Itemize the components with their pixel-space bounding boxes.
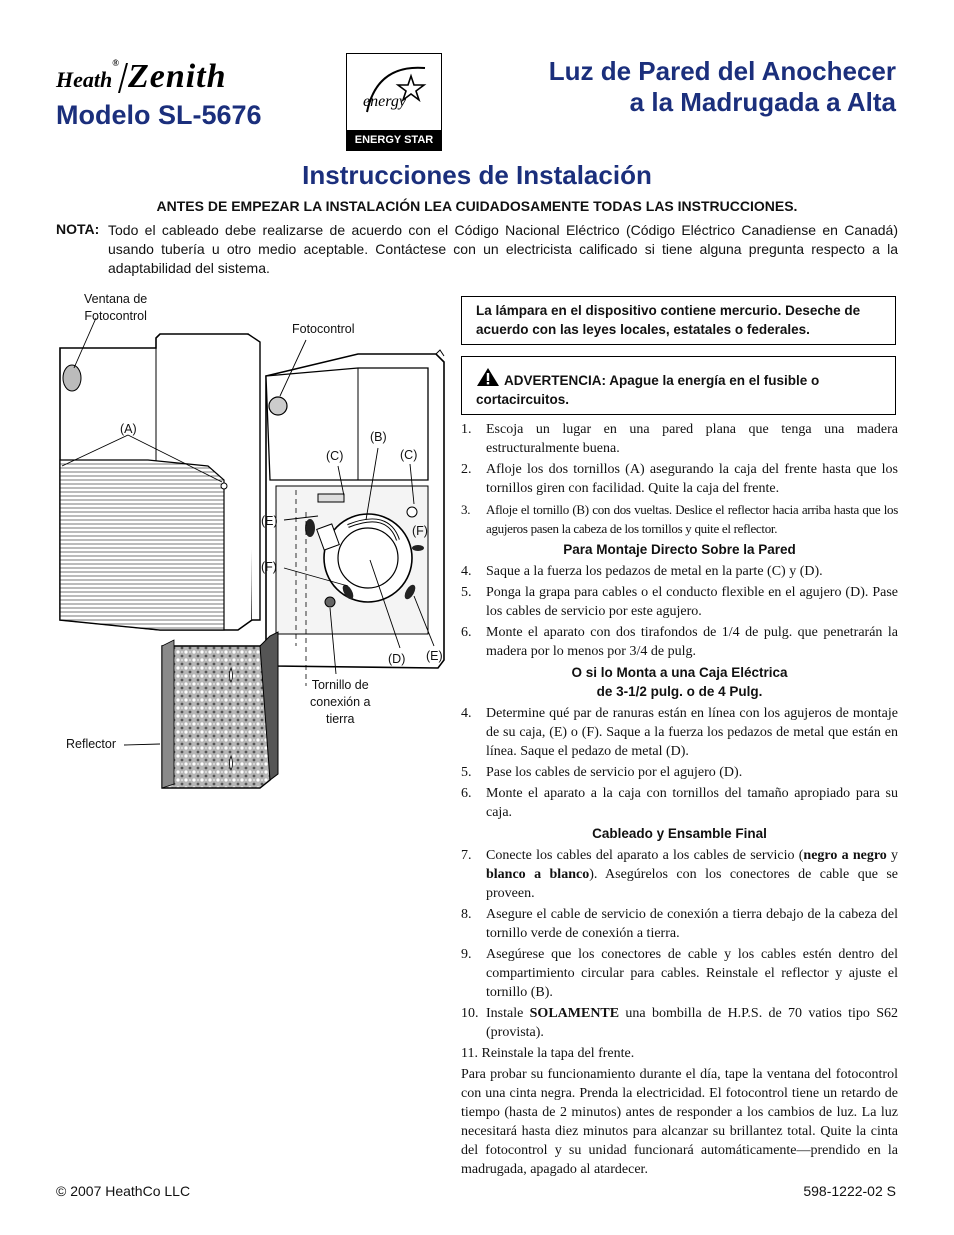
brand-reg: ®: [112, 58, 119, 68]
section-box-mount: O si lo Monta a una Caja Eléctrica de 3-1/2 pulg. o de 4 Pulg.: [571, 665, 788, 699]
label-c-right: (C): [400, 448, 418, 462]
page-title: Instrucciones de Instalación: [302, 160, 652, 190]
label-reflector: Reflector: [66, 737, 117, 751]
label-b: (B): [370, 430, 387, 444]
product-title-line2: a la Madrugada a Alta: [629, 87, 896, 117]
step-10: 10. Instale SOLAMENTE una bombilla de H.P.S. de 70 vatios tipo S62 (provista).: [461, 1006, 898, 1040]
energy-star-script: energy: [363, 93, 406, 110]
model-number: Modelo SL-5676: [56, 100, 262, 130]
step-11: 11. Reinstale la tapa del frente.: [461, 1046, 635, 1061]
brand-zenith: Zenith: [127, 58, 227, 95]
label-photocontrol: Fotocontrol: [292, 322, 355, 336]
label-e-bottom: (E): [426, 649, 443, 663]
warning-text: ADVERTENCIA: Apague la energía en el fusible o cortacircuitos.: [476, 373, 820, 407]
warning-notice: [461, 356, 896, 415]
brand-divider: [118, 63, 128, 93]
warning-triangle-icon: [476, 367, 500, 387]
section-final-wiring: Cableado y Ensamble Final: [592, 826, 767, 841]
label-ground-screw: Tornillo de conexión a tierra: [310, 678, 371, 726]
label-f-left: (F): [261, 560, 277, 574]
label-c-left: (C): [326, 449, 344, 463]
step-1: 1. Escoja un lugar en una pared plana que tenga una madera estructuralmente buena.: [461, 422, 898, 456]
step-3: 3. Afloje el tornillo (B) con dos vueltas. Deslice el reflector hacia arriba hasta que los agujeros pasen la cabeza de los tornillos y quite el reflector.: [461, 502, 898, 536]
nota-text: Todo el cableado debe realizarse de acuerdo con el Código Nacional Eléctrico (Código Eléctrico Canadiense en Canadá) usando tubería u otro medio aceptable. Contáctese con un electricista calificado si tiene alguna pregunta respecto a la adaptabilidad del sistema.: [108, 222, 898, 276]
energy-star-icon: [347, 54, 441, 130]
step-box-4: 4. Determine qué par de ranuras están en línea con los agujeros de montaje de su caja, (E) o (F). Saque a la fuerza los pedazos de metal que están en línea. Saque el pedazo de metal (D).: [461, 706, 898, 759]
part-number: 598-1222-02 S: [803, 1183, 896, 1199]
step-direct-6: 6. Monte el aparato con dos tirafondos de 1/4 de pulg. que penetrarán la madera por lo menos por 3/4 de pulg.: [461, 625, 898, 659]
step-box-6: 6. Monte el aparato a la caja con tornillos del tamaño apropiado para su caja.: [461, 786, 898, 820]
nota-label: NOTA:: [56, 221, 100, 237]
step-9: 9. Asegúrese que los conectores de cable y los cables estén dentro del compartimiento circular para cables. Reinstale el reflector y ajuste el tornillo (B).: [461, 947, 898, 1000]
energy-star-logo: [346, 53, 442, 151]
label-f-right: (F): [412, 524, 428, 538]
label-photocontrol-window: Ventana de Fotocontrol: [84, 292, 148, 323]
fixture-illustration: [48, 290, 458, 800]
closing-paragraph: Para probar su funcionamiento durante el día, tape la ventana del fotocontrol con una cinta negra. Prenda la electricidad. El fotocontrol tiene un retardo de tiempo (hasta de 2 minutos) antes de responder a los cambios de luz. La luz necesitará hasta diez minutos para alcanzar su brillantez total. Quite la cinta del fotocontrol y su unidad funcionará automáticamente—prendido en la madrugada, apagado al atardecer.: [461, 1067, 898, 1177]
before-notice: ANTES DE EMPEZAR LA INSTALACIÓN LEA CUIDADOSAMENTE TODAS LAS INSTRUCCIONES.: [156, 198, 798, 214]
step-direct-5: 5. Ponga la grapa para cables o el conducto flexible en el agujero (D). Pase los cables de servicio por este agujero.: [461, 585, 898, 619]
step-8: 8. Asegure el cable de servicio de conexión a tierra debajo de la cabeza del tornillo verde de conexión a tierra.: [461, 907, 898, 941]
section-direct-mount: Para Montaje Directo Sobre la Pared: [563, 542, 796, 557]
brand-logo: [56, 58, 227, 96]
step-2: 2. Afloje los dos tornillos (A) asegurando la caja del frente hasta que los tornillos giren con facilidad. Quite la caja del frente.: [461, 462, 898, 496]
step-7: 7. Conecte los cables del aparato a los cables de servicio (negro a negro y blanco a blanco). Asegúrelos con los conectores de cable que se proveen.: [461, 848, 899, 901]
product-title: [476, 56, 896, 118]
instructions-list: [461, 420, 898, 1179]
step-direct-4: 4. Saque a la fuerza los pedazos de metal en la parte (C) y (D).: [461, 564, 823, 579]
installation-diagram: [48, 290, 458, 800]
label-d: (D): [388, 652, 406, 666]
label-e-left: (E): [261, 514, 278, 528]
product-title-line1: Luz de Pared del Anochecer: [548, 56, 896, 86]
copyright: © 2007 HeathCo LLC: [56, 1183, 191, 1199]
step-box-5: 5. Pase los cables de servicio por el agujero (D).: [461, 765, 743, 780]
brand-heath: Heath: [56, 67, 113, 92]
energy-star-label: ENERGY STAR: [347, 130, 441, 150]
label-a: (A): [120, 422, 137, 436]
mercury-notice: La lámpara en el dispositivo contiene mercurio. Deseche de acuerdo con las leyes locales, estatales o federales.: [461, 296, 896, 345]
